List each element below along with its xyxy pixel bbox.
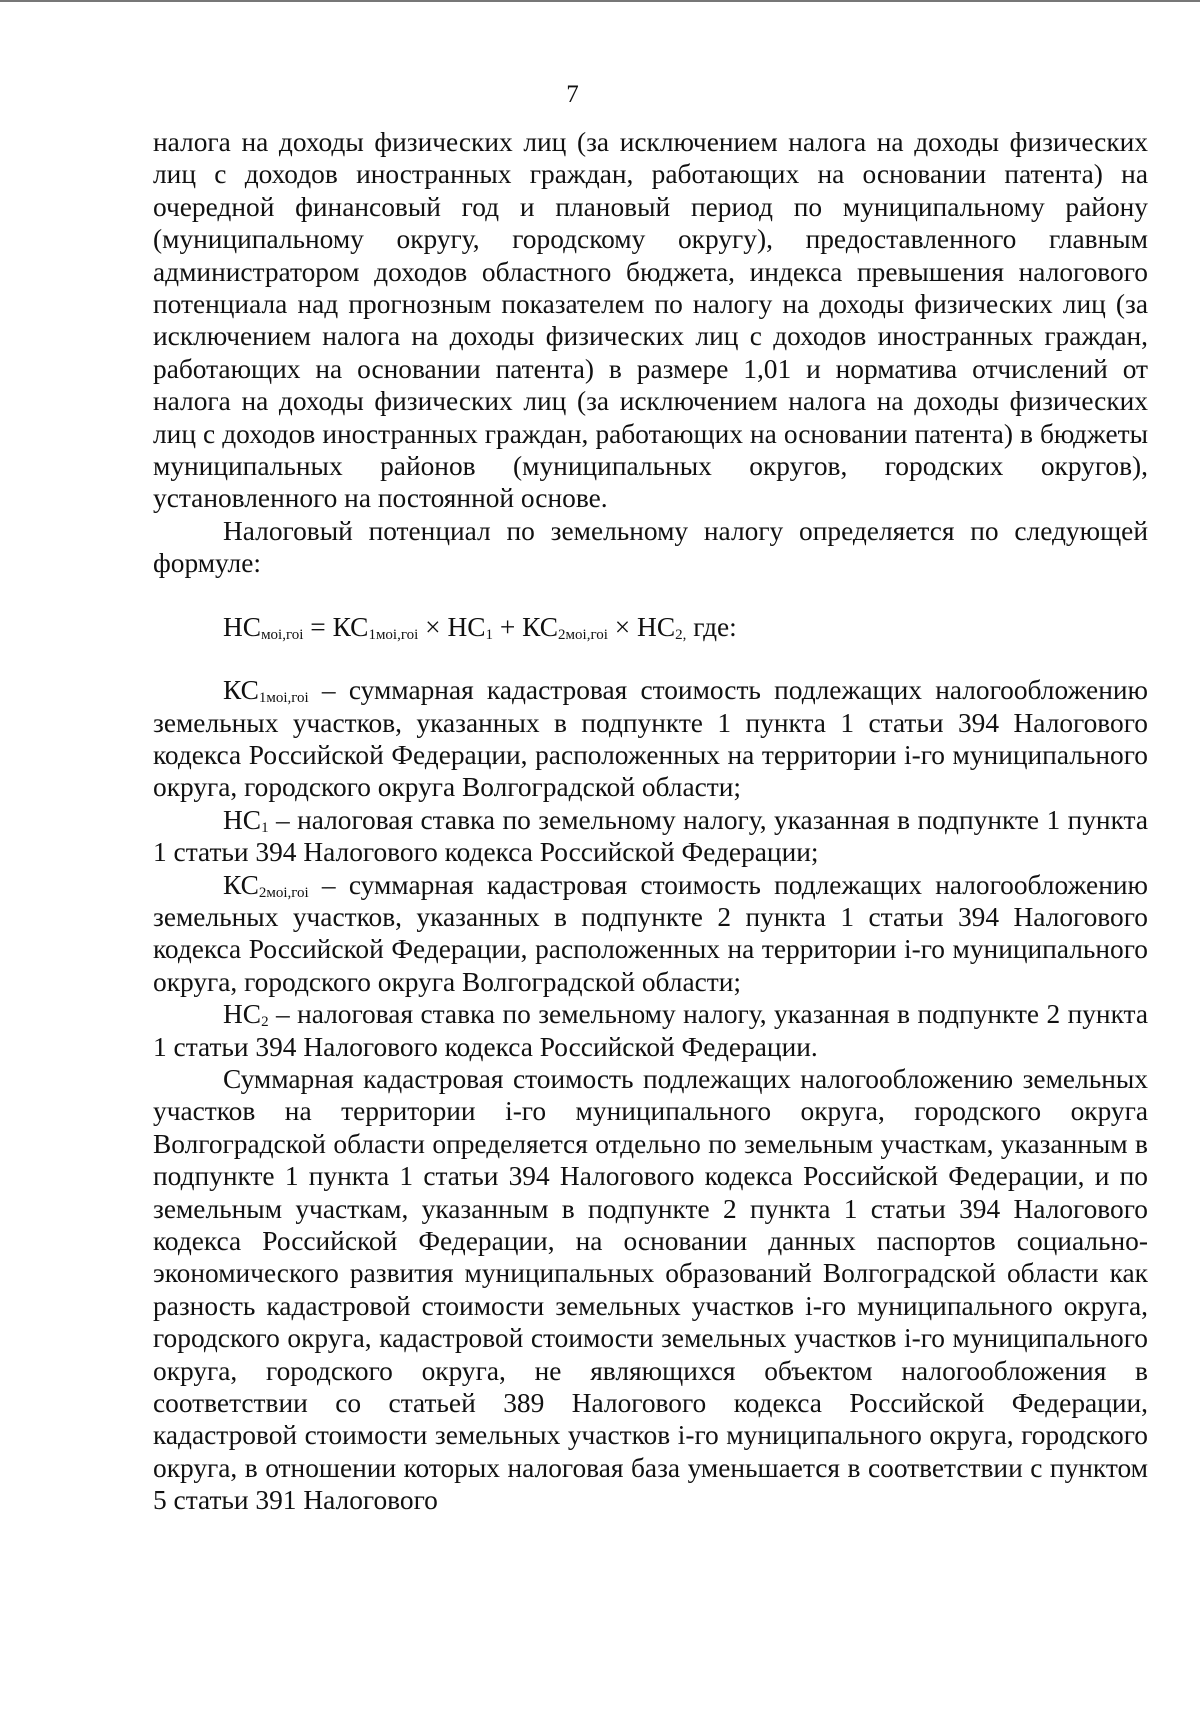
definition-ks1-dash: – — [308, 675, 349, 706]
definition-ks2-text: суммарная кадастровая стоимость подлежащих налогообложению земельных участков, указанных в подпункте 2 пункта 1 статьи 394 Налогового кодекса Российской Федерации, расположенных на территории i-го муниципального округа, городского округа Волгоградской области; — [153, 869, 1148, 997]
definition-ns2 — [153, 998, 1148, 1063]
document-body — [153, 126, 1148, 1517]
formula-multiply-2: × — [607, 611, 638, 642]
formula-lhs: НС — [223, 611, 262, 642]
formula-term-2-subscript: 1 — [485, 626, 494, 643]
paragraph-land-tax-intro: Налоговый потенциал по земельному налогу определяется по следующей формуле: — [153, 515, 1148, 579]
definition-ns1-subscript: 1 — [261, 819, 269, 836]
formula-term-1-subscript: 1моi,гоi — [368, 626, 419, 643]
formula-term-3: КС — [522, 611, 559, 642]
definition-ks1 — [153, 674, 1148, 804]
definition-ks1-subscript: 1моi,гоi — [258, 690, 309, 707]
definition-ks2-dash: – — [308, 869, 349, 900]
definition-ns1-text: налоговая ставка по земельному налогу, указанная в подпункте 1 пункта 1 статьи 394 Налогового кодекса Российской Федерации; — [153, 804, 1148, 868]
definition-ks2-symbol: КС — [223, 869, 259, 900]
formula-tail: где: — [686, 611, 737, 642]
page-number: 7 — [566, 81, 579, 108]
definition-ns2-subscript: 2 — [261, 1014, 269, 1031]
definition-ns1 — [153, 804, 1148, 869]
formula-term-2: НС — [447, 611, 486, 642]
formula-term-3-subscript: 2моi,гоi — [558, 626, 608, 643]
formula-plus: + — [493, 611, 523, 642]
paragraph-ndfl-continuation: налога на доходы физических лиц (за исключением налога на доходы физических лиц с доходов иностранных граждан, работающих на основании патента) на очередной финансовый год и плановый период по муниципальному району (муниципальному округу, городскому округу), предоставленного главным администратором доходов областного бюджета, индекса превышения налогового потенциала над прогнозным показателем по налогу на доходы физических лиц (за исключением налога на доходы физических лиц с доходов иностранных граждан, работающих на основании патента) в размере 1,01 и норматива отчислений от налога на доходы физических лиц (за исключением налога на доходы физических лиц с доходов иностранных граждан, работающих на основании патента) в бюджеты муниципальных районов (муниципальных округов, городских округов), установленного на постоянной основе. — [153, 127, 1148, 514]
paragraph-cadastral-value: Суммарная кадастровая стоимость подлежащих налогообложению земельных участков на территории i-го муниципального округа, городского округа Волгоградской области определяется отдельно по земельным участкам, указанным в подпункте 1 пункта 1 статьи 394 Налогового кодекса Российской Федерации, и по земельным участкам, указанным в подпункте 2 пункта 1 статьи 394 Налогового кодекса Российской Федерации, на основании данных паспортов социально-экономического развития муниципальных образований Волгоградской области как разность кадастровой стоимости земельных участков i-го муниципального округа, городского округа, кадастровой стоимости земельных участков i-го муниципального округа, городского округа, не являющихся объектом налогообложения в соответствии со статьей 389 Налогового кодекса Российской Федерации, кадастровой стоимости земельных участков i-го муниципального округа, городского округа, в отношении которых налоговая база уменьшается в соответствии с пунктом 5 статьи 391 Налогового — [153, 1063, 1148, 1516]
formula-term-1: КС — [332, 611, 369, 642]
formula-term-4: НС — [637, 611, 676, 642]
land-tax-formula — [153, 611, 1148, 643]
definition-ks1-symbol: КС — [223, 675, 259, 706]
formula-lhs-subscript: моi,гоi — [261, 626, 304, 643]
definition-ns2-dash: – — [268, 999, 298, 1030]
formula-equals: = — [303, 611, 333, 642]
definition-ns1-dash: – — [268, 804, 298, 835]
definition-ks1-text: суммарная кадастровая стоимость подлежащих налогообложению земельных участков, указанных в подпункте 1 пункта 1 статьи 394 Налогового кодекса Российской Федерации, расположенных на территории i-го муниципального округа, городского округа Волгоградской области; — [153, 675, 1148, 803]
definition-ns2-text: налоговая ставка по земельному налогу, указанная в подпункте 2 пункта 1 статьи 394 Налогового кодекса Российской Федерации. — [153, 999, 1148, 1062]
definition-ns2-symbol: НС — [223, 999, 262, 1030]
scan-top-edge — [0, 0, 1200, 2]
formula-term-4-subscript: 2, — [675, 626, 687, 643]
formula-multiply-1: × — [418, 611, 448, 642]
definition-ks2-subscript: 2моi,гоi — [258, 884, 309, 901]
definition-ks2 — [153, 869, 1148, 999]
definition-ns1-symbol: НС — [223, 804, 262, 835]
